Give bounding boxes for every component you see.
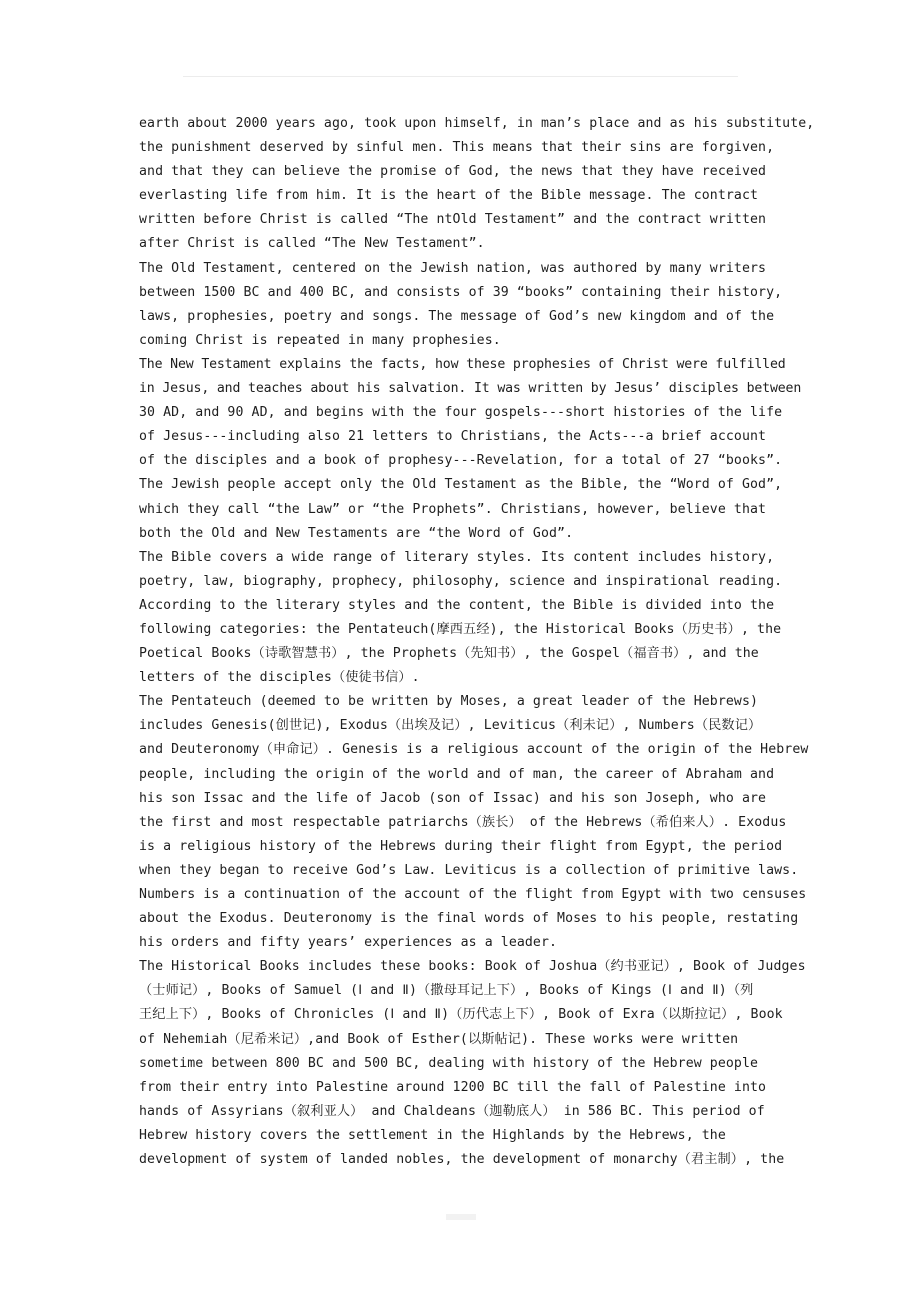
text-line: laws, prophesies, poetry and songs. The message of God’s new kingdom and of the	[139, 308, 775, 324]
text-line: The Old Testament, centered on the Jewish nation, was authored by many writers	[139, 260, 767, 276]
text-line: The Pentateuch (deemed to be written by Moses, a great leader of the Hebrews)	[139, 694, 759, 710]
text-line: his son Issac and the life of Jacob (son of Issac) and his son Joseph, who are	[139, 790, 767, 806]
text-line: of Nehemiah（尼希米记）,and Book of Esther(以斯帖记). These works were written	[139, 1031, 739, 1047]
text-line: of the disciples and a book of prophesy---Revelation, for a total of 27 “books”.	[139, 453, 783, 469]
text-line: about the Exodus. Deuteronomy is the final words of Moses to his people, restating	[139, 911, 799, 927]
text-line: after Christ is called “The New Testament”.	[139, 236, 485, 252]
text-line: his orders and fifty years’ experiences as a leader.	[139, 935, 558, 951]
footer-mark	[446, 1214, 476, 1220]
text-line: people, including the origin of the world and of man, the career of Abraham and	[139, 766, 775, 782]
text-line: from their entry into Palestine around 1200 BC till the fall of Palestine into	[139, 1079, 767, 1095]
text-line: which they call “the Law” or “the Prophets”. Christians, however, believe that	[139, 501, 767, 517]
text-line: The Historical Books includes these books: Book of Joshua（约书亚记）, Book of Judges	[139, 959, 806, 975]
text-line: the first and most respectable patriarchs（族长） of the Hebrews（希伯来人）. Exodus	[139, 814, 787, 830]
text-line: The Jewish people accept only the Old Testament as the Bible, the “Word of God”,	[139, 477, 783, 493]
text-line: is a religious history of the Hebrews during their flight from Egypt, the period	[139, 838, 783, 854]
text-line: in Jesus, and teaches about his salvation. It was written by Jesus’ disciples between	[139, 381, 802, 397]
text-line: written before Christ is called “The ntOld Testament” and the contract written	[139, 212, 767, 228]
text-line: coming Christ is repeated in many prophesies.	[139, 332, 501, 348]
text-line: （士师记）, Books of Samuel (Ⅰ and Ⅱ)（撒母耳记上下）, Books of Kings (Ⅰ and Ⅱ)（列	[139, 983, 754, 999]
text-line: The Bible covers a wide range of literary styles. Its content includes history,	[139, 549, 775, 565]
text-line: development of system of landed nobles, the development of monarchy（君主制）, the	[139, 1152, 785, 1168]
text-line: and Deuteronomy（申命记）. Genesis is a religious account of the origin of the Hebrew	[139, 742, 809, 758]
header-rule	[183, 76, 738, 77]
text-line: both the Old and New Testaments are “the Word of God”.	[139, 525, 574, 541]
text-line: earth about 2000 years ago, took upon himself, in man’s place and as his substitute,	[139, 116, 815, 131]
text-line: Numbers is a continuation of the account of the flight from Egypt with two censuses	[139, 887, 807, 902]
text-line: everlasting life from him. It is the heart of the Bible message. The contract	[139, 188, 759, 204]
text-line: 王纪上下）, Books of Chronicles (Ⅰ and Ⅱ)（历代志上下）, Book of Exra（以斯拉记）, Book	[139, 1007, 783, 1023]
text-line: and that they can believe the promise of God, the news that they have received	[139, 164, 767, 180]
text-line: of Jesus---including also 21 letters to Christians, the Acts---a brief account	[139, 429, 767, 445]
text-line: Poetical Books（诗歌智慧书）, the Prophets（先知书）, the Gospel（福音书）, and the	[139, 646, 759, 662]
text-line: following categories: the Pentateuch(摩西五经), the Historical Books（历史书）, the	[139, 621, 782, 637]
text-line: between 1500 BC and 400 BC, and consists of 39 “books” containing their history,	[139, 284, 783, 300]
text-line: letters of the disciples（使徒书信）.	[139, 670, 420, 686]
text-line: The New Testament explains the facts, how these prophesies of Christ were fulfilled	[139, 356, 786, 372]
text-line: hands of Assyrians（叙利亚人） and Chaldeans（迦勒底人） in 586 BC. This period of	[139, 1103, 765, 1119]
text-line: 30 AD, and 90 AD, and begins with the four gospels---short histories of the life	[139, 405, 783, 421]
text-line: sometime between 800 BC and 500 BC, dealing with history of the Hebrew people	[139, 1055, 759, 1071]
text-line: when they began to receive God’s Law. Leviticus is a collection of primitive laws.	[139, 862, 799, 878]
text-line: includes Genesis(创世记), Exodus（出埃及记）, Leviticus（利未记）, Numbers（民数记）	[139, 718, 762, 734]
text-line: poetry, law, biography, prophecy, philosophy, science and inspirational reading.	[139, 573, 783, 589]
text-line: Hebrew history covers the settlement in the Highlands by the Hebrews, the	[139, 1127, 726, 1143]
text-line: According to the literary styles and the content, the Bible is divided into the	[139, 597, 775, 613]
text-line: the punishment deserved by sinful men. This means that their sins are forgiven,	[139, 140, 775, 156]
document-body	[139, 112, 839, 1172]
